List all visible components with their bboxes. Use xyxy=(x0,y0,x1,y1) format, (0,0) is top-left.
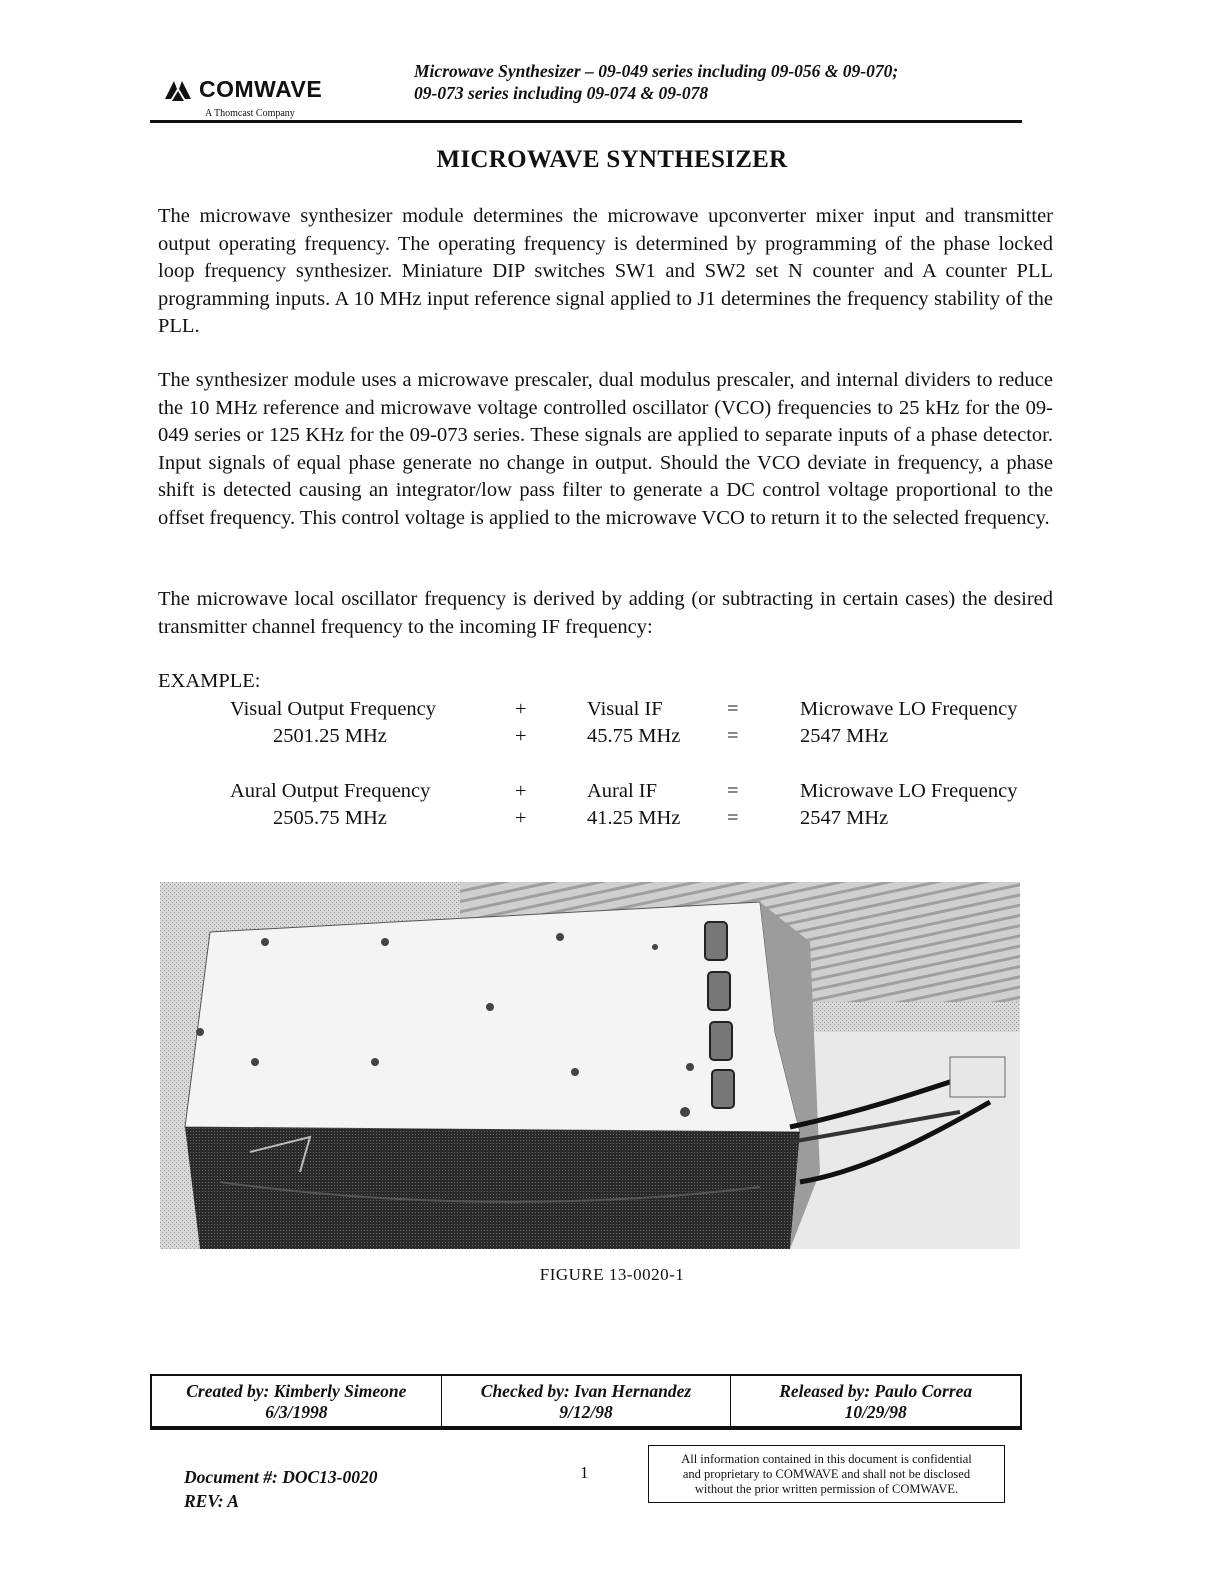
document-info xyxy=(184,1465,377,1513)
header-title-line-2: 09-073 series including 09-074 & 09-078 xyxy=(414,83,709,103)
figure-caption: FIGURE 13-0020-1 xyxy=(539,1265,685,1284)
example-cell: 2505.75 MHz xyxy=(273,807,387,829)
example-cell: Aural Output Frequency xyxy=(230,780,431,802)
page-number: 1 xyxy=(580,1463,589,1482)
example-cell: 45.75 MHz xyxy=(587,725,681,747)
header-divider xyxy=(150,120,1022,123)
synthesizer-module-photo xyxy=(160,882,1020,1249)
example-cell: Visual Output Frequency xyxy=(230,698,437,720)
example-cell: 2501.25 MHz xyxy=(273,725,387,747)
comwave-logo-icon xyxy=(163,77,193,103)
example-cell: Microwave LO Frequency xyxy=(800,698,1018,720)
document-revision: REV: A xyxy=(184,1491,239,1511)
released-by-cell xyxy=(731,1376,1020,1426)
document-number: Document #: DOC13-0020 xyxy=(184,1467,378,1487)
example-operator: = xyxy=(727,698,739,720)
checked-by-date: 9/12/98 xyxy=(559,1402,613,1422)
example-operator: + xyxy=(515,807,527,829)
created-by-label: Created by: Kimberly Simeone xyxy=(186,1381,407,1401)
logo-wordmark: COMWAVE xyxy=(199,76,323,102)
created-by-date: 6/3/1998 xyxy=(265,1402,328,1422)
example-label: EXAMPLE: xyxy=(158,670,261,692)
example-operator: = xyxy=(727,725,739,747)
paragraph-1: The microwave synthesizer module determines the microwave upconverter mixer input and transmitter output operating frequency. The operating frequency is determined by programming of the phase locked loop frequency synthesizer. Miniature DIP switches SW1 and SW2 set N counter and A counter PLL programming inputs. A 10 MHz input reference signal applied to J1 determines the frequency stability of the PLL. xyxy=(158,205,1053,337)
example-operator: + xyxy=(515,725,527,747)
paragraph-2: The synthesizer module uses a microwave prescaler, dual modulus prescaler, and internal dividers to reduce the 10 MHz reference and microwave voltage controlled oscillator (VCO) frequencies to 25 kHz for the 09-049 series or 125 KHz for the 09-073 series. These signals are applied to separate inputs of a phase detector. Input signals of equal phase generate no change in output. Should the VCO deviate in frequency, a phase shift is detected causing an integrator/low pass filter to generate a DC control voltage proportional to the offset frequency. This control voltage is applied to the microwave VCO to return it to the selected frequency. xyxy=(158,369,1053,529)
released-by-label: Released by: Paulo Correa xyxy=(779,1381,973,1401)
confidential-line-3: without the prior written permission of COMWAVE. xyxy=(694,1482,959,1496)
checked-by-cell xyxy=(442,1376,732,1426)
confidential-line-2: and proprietary to COMWAVE and shall not be disclosed xyxy=(682,1467,971,1481)
example-operator: = xyxy=(727,807,739,829)
example-cell: 2547 MHz xyxy=(800,725,889,747)
header-title-line-1: Microwave Synthesizer – 09-049 series including 09-056 & 09-070; xyxy=(414,61,899,81)
example-cell: Visual IF xyxy=(587,698,663,720)
example-cell: Microwave LO Frequency xyxy=(800,780,1018,802)
example-cell: 2547 MHz xyxy=(800,807,889,829)
example-operator: = xyxy=(727,780,739,802)
released-by-date: 10/29/98 xyxy=(844,1402,907,1422)
confidentiality-notice xyxy=(648,1445,1005,1503)
paragraph-3: The microwave local oscillator frequency is derived by adding (or subtracting in certain cases) the desired transmitter channel frequency to the incoming IF frequency: xyxy=(158,588,1053,638)
company-logo xyxy=(163,76,322,103)
confidential-line-1: All information contained in this document is confidential xyxy=(681,1452,972,1466)
document-header-title xyxy=(414,60,898,104)
example-cell: 41.25 MHz xyxy=(587,807,681,829)
checked-by-label: Checked by: Ivan Hernandez xyxy=(480,1381,692,1401)
page-title: MICROWAVE SYNTHESIZER xyxy=(436,146,788,173)
created-by-cell xyxy=(152,1376,442,1426)
example-cell: Aural IF xyxy=(587,780,658,802)
logo-subtitle: A Thomcast Company xyxy=(205,108,295,119)
signature-table xyxy=(150,1374,1022,1430)
example-operator: + xyxy=(515,780,527,802)
example-operator: + xyxy=(515,698,527,720)
